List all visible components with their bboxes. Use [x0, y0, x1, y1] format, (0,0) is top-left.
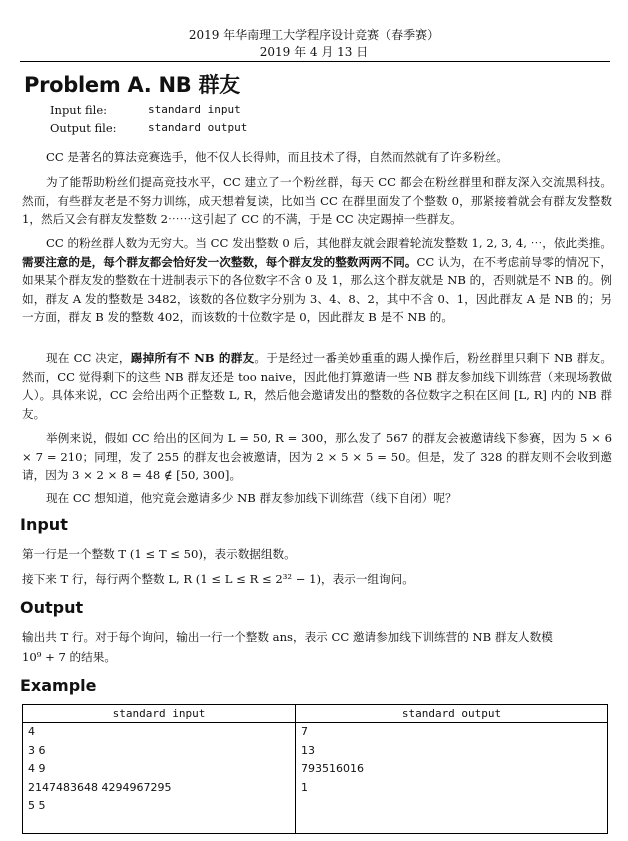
example-input-line: 5 5 [28, 799, 46, 812]
statement-paragraph-3 [22, 234, 612, 327]
input-file-row [50, 103, 350, 119]
output-file-label: Output file: [50, 121, 117, 135]
example-output-line: 793516016 [301, 762, 364, 775]
input-file-value: standard input [148, 103, 241, 116]
example-input-line: 4 9 [28, 762, 46, 775]
output-line-2: 10⁹ + 7 的结果。 [22, 650, 116, 664]
example-output-cell [296, 723, 608, 834]
example-input-line: 4 [28, 725, 35, 738]
example-output-line: 1 [301, 780, 308, 794]
output-file-row [50, 121, 350, 137]
example-heading: Example [20, 676, 97, 695]
p3-text-b: CC 认为，在不考虑前导零的情况下，如果某个群友发的整数在十进制表示下的各位数字不含 0 及 1，那么这个群友就是 NB 的，否则就是不 NB 的。例如，群友 A 发的整数是 3482，该数的各位数字分别为 3、4、8、2，其中不含 0、1，因此群友 A 是 NB 的；另一方面，群友 B 发的整数 402，而该数的十位数字是 0，因此群友 B 是不 NB 的。 [22, 254, 612, 324]
example-input-line: 3 6 [28, 743, 46, 757]
example-table [22, 704, 608, 834]
p4-text-a: 现在 CC 决定， [46, 351, 131, 365]
statement-paragraph-5: 举例来说，假如 CC 给出的区间为 L = 50, R = 300，那么发了 567 的群友会被邀请线下参赛，因为 5 × 6 × 7 = 210；同理，发了 255 的群友也会被邀请，因为 2 × 5 × 5 = 50。但是，发了 328 的群友则不会收到邀请，因为 3 × 2 × 8 = 48 ∉ [50, 300]。 [22, 431, 612, 482]
example-output-line: 7 [301, 725, 308, 738]
example-input-cell [23, 723, 296, 834]
example-output-header: standard output [296, 705, 608, 723]
p4-bold: 踢掉所有不 NB 的群友 [130, 351, 255, 365]
statement-paragraph-2: 为了能帮助粉丝们提高竞技水平，CC 建立了一个粉丝群，每天 CC 都会在粉丝群里和群友深入交流黑科技。然而，有些群友老是不努力训练，成天想着复读，比如当 CC 在群里面发了个整数 0，那紧接着就会有群友发整数 1，然后又会有群友发整数 2⋯⋯这引起了 CC 的不满，于是 CC 决定踢掉一些群友。 [22, 175, 612, 226]
output-line-1: 输出共 T 行。对于每个询问，输出一行一个整数 ans，表示 CC 邀请参加线下训练营的 NB 群友人数模 [22, 630, 553, 644]
contest-date: 2019 年 4 月 13 日 [259, 45, 369, 59]
p4-text-b: 。于是经过一番美妙重重的踢人操作后，粉丝群里只剩下 NB 群友。然而，CC 觉得剩下的这些 NB 群友还是 too naive，因此他打算邀请一些 NB 群友参加线下训练营（来现场教做人）。具体来说，CC 会给出两个正整数 L, R，然后他会邀请发出的整数的各位数字之积在区间 [L, R] 内的 NB 群友。 [22, 351, 612, 421]
example-input-line: 2147483648 4294967295 [28, 780, 172, 794]
statement-paragraph-6: 现在 CC 想知道，他究竟会邀请多少 NB 群友参加线下训练营（线下自闭）呢？ [46, 491, 457, 505]
input-line-1: 第一行是一个整数 T (1 ≤ T ≤ 50)，表示数据组数。 [22, 547, 296, 561]
input-line-2: 接下来 T 行，每行两个整数 L, R (1 ≤ L ≤ R ≤ 2³² − 1)，表示一组询问。 [22, 572, 414, 586]
problem-title: Problem A. NB 群友 [24, 73, 240, 97]
input-heading: Input [20, 515, 68, 534]
output-file-value: standard output [148, 121, 248, 134]
output-heading: Output [20, 598, 84, 617]
p3-bold: 需要注意的是，每个群友都会恰好发一次整数，每个群友发的整数两两不同。 [22, 254, 417, 269]
p3-text-a: CC 的粉丝群人数为无穷大。当 CC 发出整数 0 后，其他群友就会跟着轮流发整数 1, 2, 3, 4, ⋯，依此类推。 [46, 236, 612, 250]
statement-paragraph-4 [22, 349, 612, 423]
statement-paragraph-1: CC 是著名的算法竞赛选手，他不仅人长得帅，而且技术了得，自然而然就有了许多粉丝。 [46, 150, 508, 164]
header-divider [20, 61, 610, 62]
input-file-label: Input file: [50, 103, 108, 117]
contest-title: 2019 年华南理工大学程序设计竞赛（春季赛） [188, 28, 440, 42]
example-output-line: 13 [301, 743, 315, 757]
example-input-header: standard input [23, 705, 296, 723]
